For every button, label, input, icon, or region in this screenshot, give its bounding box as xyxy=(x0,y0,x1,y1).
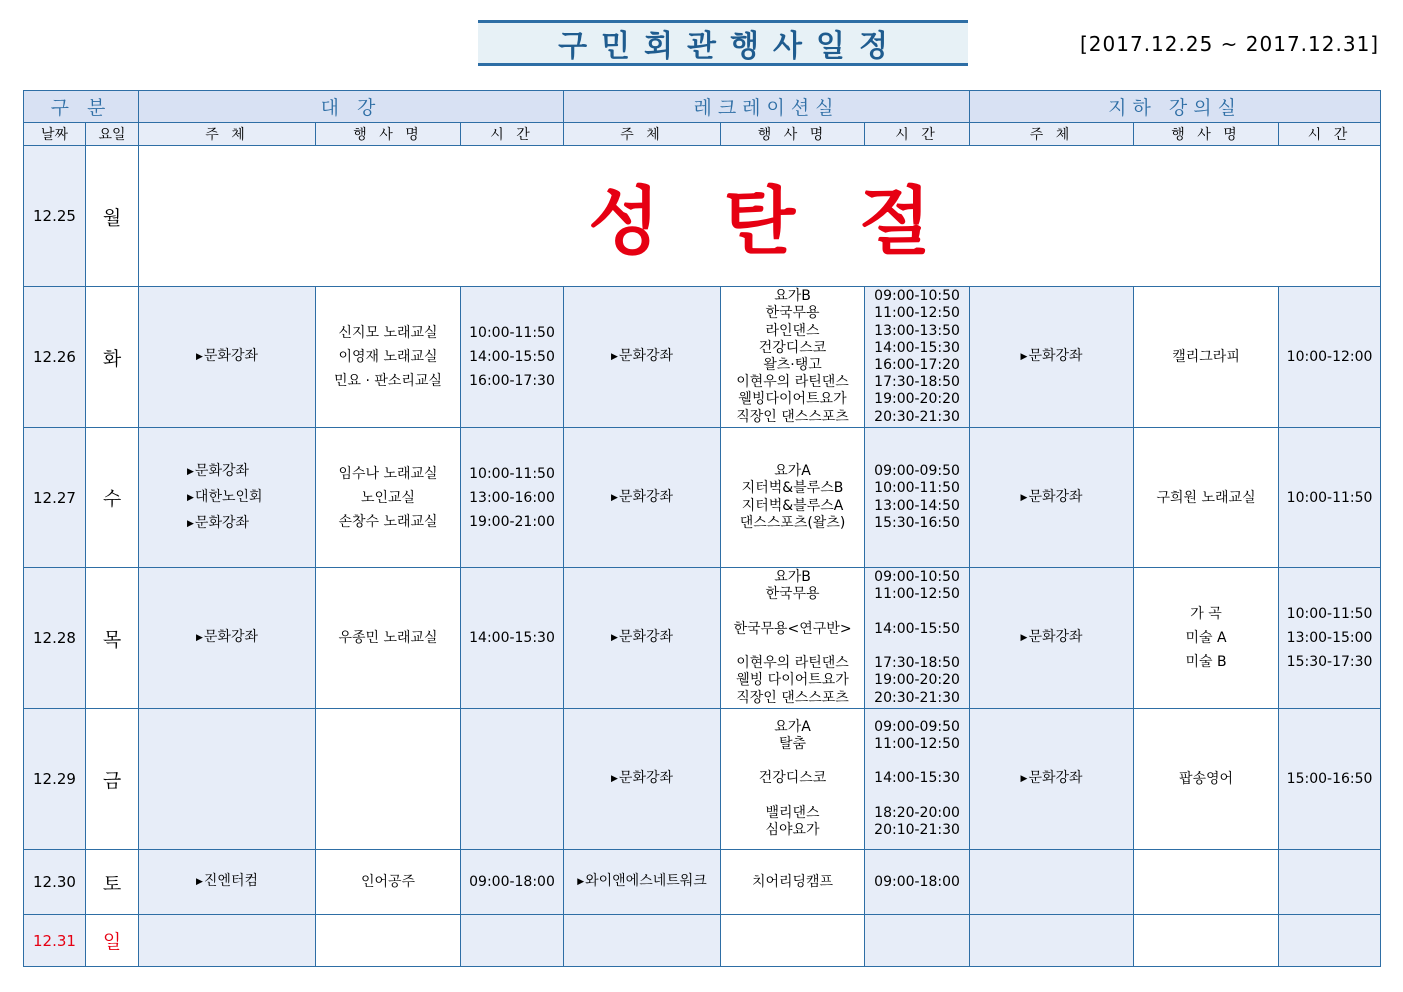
event-time: 13:00-13:50 xyxy=(874,322,960,339)
event-time: 09:00-18:00 xyxy=(469,874,555,890)
schedule-period: [2017.12.25 ~ 2017.12.31] xyxy=(1080,32,1380,56)
event-time: 13:00-15:00 xyxy=(1286,630,1373,646)
event-name-list xyxy=(316,462,460,534)
daegang-host-cell xyxy=(139,568,316,709)
host-item xyxy=(139,625,315,651)
event-name xyxy=(721,788,864,805)
basement-time-cell xyxy=(1279,428,1381,568)
holiday-row xyxy=(24,146,1381,287)
basement-host-list xyxy=(970,485,1133,511)
event-name: 탈춤 xyxy=(778,735,807,752)
daegang-time-cell xyxy=(461,915,564,967)
event-name: 민요 · 판소리교실 xyxy=(333,373,443,389)
rec-event-cell xyxy=(721,287,865,428)
basement-event-cell xyxy=(1134,915,1279,967)
rec-host-cell xyxy=(564,850,721,915)
schedule-body xyxy=(24,91,1381,967)
event-name: 요가B xyxy=(774,569,811,586)
header-weekday: 요일 xyxy=(86,123,139,146)
basement-host-cell xyxy=(970,850,1134,915)
weekday-cell: 화 xyxy=(86,287,139,428)
basement-event-cell xyxy=(1134,709,1279,850)
event-name: 손창수 노래교실 xyxy=(338,513,438,530)
event-time-list xyxy=(865,870,969,894)
basement-event-cell xyxy=(1134,287,1279,428)
host-name: 문화강좌 xyxy=(618,770,674,786)
daegang-event-cell xyxy=(316,287,461,428)
event-time: 10:00-11:50 xyxy=(469,465,555,482)
header-time: 시 간 xyxy=(461,123,564,146)
event-time-list xyxy=(461,870,563,894)
event-time-list xyxy=(461,462,563,534)
triangle-right-icon: ▶ xyxy=(195,877,203,887)
event-time: 10:00-11:50 xyxy=(1286,606,1373,622)
header-hall-recreation: 레크레이션실 xyxy=(564,91,970,123)
triangle-right-icon: ▶ xyxy=(195,633,203,643)
daegang-host-list xyxy=(139,344,315,370)
holiday-cell xyxy=(139,146,1381,287)
event-name: 밸리댄스 xyxy=(765,804,820,821)
basement-host-list xyxy=(970,344,1133,370)
host-name: 문화강좌 xyxy=(1028,488,1083,505)
event-time-list xyxy=(461,321,563,393)
triangle-right-icon: ▶ xyxy=(611,352,618,362)
event-time: 15:00-16:50 xyxy=(1286,771,1373,787)
header-event: 행 사 명 xyxy=(316,123,461,146)
rec-host-cell xyxy=(564,568,721,709)
basement-event-cell xyxy=(1134,428,1279,568)
event-name-list xyxy=(316,626,460,650)
date-cell: 12.25 xyxy=(24,146,86,287)
header-event: 행 사 명 xyxy=(1134,123,1279,146)
event-name-list xyxy=(1134,767,1278,791)
event-time: 13:00-16:00 xyxy=(469,489,555,506)
rec-event-cell xyxy=(721,709,865,850)
event-name: 건강디스코 xyxy=(758,770,827,787)
event-name: 구희원 노래교실 xyxy=(1156,489,1256,506)
event-time: 20:30-21:30 xyxy=(874,408,960,425)
event-name: 가 곡 xyxy=(1190,606,1222,622)
event-name: 노인교실 xyxy=(360,489,416,506)
event-name: 미술 A xyxy=(1185,630,1227,646)
event-time-list xyxy=(1279,345,1380,369)
event-time: 09:00-10:50 xyxy=(874,569,960,586)
event-name: 직장인 댄스스포츠 xyxy=(736,689,849,706)
rec-host-cell xyxy=(564,428,721,568)
event-time-list xyxy=(1279,486,1380,510)
triangle-right-icon: ▶ xyxy=(187,466,194,477)
basement-host-cell xyxy=(970,428,1134,568)
daegang-event-cell xyxy=(316,428,461,568)
event-name: 웰빙 다이어트요가 xyxy=(736,672,849,689)
rec-host-list xyxy=(564,625,720,651)
host-name: 문화강좌 xyxy=(618,629,674,645)
event-name-list xyxy=(721,569,864,707)
rec-time-cell xyxy=(865,915,970,967)
event-time: 10:00-11:50 xyxy=(1286,489,1373,506)
weekday-cell: 월 xyxy=(86,146,139,287)
daegang-time-cell xyxy=(461,428,564,568)
event-time: 15:30-17:30 xyxy=(1286,654,1373,670)
basement-event-cell xyxy=(1134,850,1279,915)
triangle-right-icon: ▶ xyxy=(187,518,194,529)
host-item xyxy=(564,485,720,511)
weekday-cell: 토 xyxy=(86,850,139,915)
daegang-host-cell xyxy=(139,287,316,428)
event-time: 17:30-18:50 xyxy=(874,374,960,391)
header-division: 구 분 xyxy=(24,91,139,123)
event-time xyxy=(865,604,969,621)
host-item xyxy=(139,869,315,895)
event-name xyxy=(721,753,864,770)
event-time-list xyxy=(865,463,969,532)
basement-time-cell xyxy=(1279,568,1381,709)
page-title: 구민회관행사일정 xyxy=(558,29,902,64)
triangle-right-icon: ▶ xyxy=(1020,352,1028,362)
date-cell: 12.26 xyxy=(24,287,86,428)
event-name: 한국무용 xyxy=(765,586,820,603)
rec-time-cell xyxy=(865,568,970,709)
event-time: 14:00-15:30 xyxy=(874,339,960,356)
daegang-host-cell xyxy=(139,709,316,850)
triangle-right-icon: ▶ xyxy=(1020,774,1028,784)
daegang-host-cell xyxy=(139,428,316,568)
event-name-list xyxy=(721,870,864,894)
date-cell: 12.28 xyxy=(24,568,86,709)
event-time: 09:00-18:00 xyxy=(874,874,960,890)
event-name: 우종민 노래교실 xyxy=(338,630,438,646)
event-time: 16:00-17:20 xyxy=(874,357,960,373)
event-name: 인어공주 xyxy=(360,874,416,890)
host-item xyxy=(564,625,720,651)
host-item xyxy=(187,485,315,511)
event-time-list xyxy=(865,288,969,426)
host-name: 문화강좌 xyxy=(618,348,674,364)
event-name: 요가B xyxy=(774,288,811,305)
event-name-list xyxy=(721,288,864,426)
rec-host-list xyxy=(564,766,720,792)
triangle-right-icon: ▶ xyxy=(577,877,585,887)
daegang-event-cell xyxy=(316,850,461,915)
event-name: 웰빙다이어트요가 xyxy=(738,391,847,408)
host-item xyxy=(564,344,720,370)
rec-event-cell xyxy=(721,850,865,915)
event-name: 이현우의 라틴댄스 xyxy=(736,655,849,672)
event-time: 10:00-12:00 xyxy=(1286,349,1373,365)
event-time: 10:00-11:50 xyxy=(469,325,555,341)
rec-event-cell xyxy=(721,428,865,568)
host-name: 문화강좌 xyxy=(618,488,674,505)
header-date: 날짜 xyxy=(24,123,86,146)
event-time: 11:00-12:50 xyxy=(874,305,960,322)
host-name: 문화강좌 xyxy=(1028,629,1083,645)
host-item xyxy=(564,766,720,792)
event-time: 11:00-12:50 xyxy=(874,586,960,603)
event-time: 10:00-11:50 xyxy=(874,480,960,497)
daegang-event-cell xyxy=(316,709,461,850)
daegang-time-cell xyxy=(461,709,564,850)
date-cell: 12.30 xyxy=(24,850,86,915)
basement-host-list xyxy=(970,625,1133,651)
rec-event-cell xyxy=(721,915,865,967)
daegang-time-cell xyxy=(461,287,564,428)
event-name-list xyxy=(316,321,460,393)
host-item xyxy=(970,766,1133,792)
event-time: 19:00-20:20 xyxy=(874,672,960,689)
header-host: 주 체 xyxy=(139,123,316,146)
event-name: 건강디스코 xyxy=(758,339,827,356)
host-name: 진엔터컴 xyxy=(203,873,259,889)
basement-time-cell xyxy=(1279,287,1381,428)
host-item xyxy=(970,344,1133,370)
triangle-right-icon: ▶ xyxy=(1020,633,1028,643)
schedule-row xyxy=(24,568,1381,709)
host-item xyxy=(187,511,315,537)
date-cell: 12.31 xyxy=(24,915,86,967)
event-name-list xyxy=(1134,602,1278,674)
event-name: 댄스스포츠(왈츠) xyxy=(739,514,846,531)
header-hall-basement: 지하 강의실 xyxy=(970,91,1381,123)
basement-event-cell xyxy=(1134,568,1279,709)
host-name: 문화강좌 xyxy=(1028,348,1083,364)
event-time: 20:10-21:30 xyxy=(874,822,960,838)
rec-host-cell xyxy=(564,915,721,967)
event-time-list xyxy=(865,569,969,707)
event-name: 왈츠·탱고 xyxy=(763,357,822,373)
basement-host-cell xyxy=(970,915,1134,967)
header-row-halls xyxy=(24,91,1381,123)
daegang-host-list xyxy=(139,869,315,895)
header-time: 시 간 xyxy=(865,123,970,146)
schedule-row xyxy=(24,709,1381,850)
event-time: 14:00-15:50 xyxy=(469,349,555,365)
basement-time-cell xyxy=(1279,915,1381,967)
triangle-right-icon: ▶ xyxy=(1020,492,1028,503)
event-name: 이영재 노래교실 xyxy=(338,349,438,365)
daegang-host-list xyxy=(139,459,315,537)
schedule-table xyxy=(23,90,1381,967)
event-time xyxy=(865,788,969,805)
header-hall-daegang: 대 강 xyxy=(139,91,564,123)
triangle-right-icon: ▶ xyxy=(611,633,618,643)
rec-host-cell xyxy=(564,709,721,850)
host-name: 문화강좌 xyxy=(194,514,250,531)
event-time: 16:00-17:30 xyxy=(469,373,555,389)
event-name: 치어리딩캠프 xyxy=(751,874,834,890)
event-time: 19:00-20:20 xyxy=(874,391,960,408)
header-host: 주 체 xyxy=(564,123,721,146)
triangle-right-icon: ▶ xyxy=(187,492,194,503)
event-time-list xyxy=(1279,602,1380,674)
event-name-list xyxy=(316,870,460,894)
host-name: 문화강좌 xyxy=(1028,770,1083,786)
event-name-list xyxy=(1134,345,1278,369)
event-time xyxy=(865,753,969,770)
event-time: 09:00-10:50 xyxy=(874,288,960,305)
event-time: 09:00-09:50 xyxy=(874,463,960,480)
event-time: 09:00-09:50 xyxy=(874,718,960,735)
daegang-time-cell xyxy=(461,568,564,709)
event-name-list xyxy=(721,719,864,839)
event-name: 임수나 노래교실 xyxy=(338,465,438,482)
basement-time-cell xyxy=(1279,850,1381,915)
host-name: 와이앤에스네트워크 xyxy=(585,873,707,889)
header-event: 행 사 명 xyxy=(721,123,865,146)
event-name: 팝송영어 xyxy=(1178,771,1234,787)
rec-time-cell xyxy=(865,709,970,850)
basement-host-list xyxy=(970,766,1133,792)
schedule-row xyxy=(24,428,1381,568)
event-time: 19:00-21:00 xyxy=(469,513,555,530)
host-name: 문화강좌 xyxy=(203,348,259,364)
event-time-list xyxy=(461,626,563,650)
title-box xyxy=(478,20,968,66)
weekday-cell: 수 xyxy=(86,428,139,568)
host-item xyxy=(187,459,315,485)
schedule-row xyxy=(24,850,1381,915)
rec-host-list xyxy=(564,344,720,370)
rec-time-cell xyxy=(865,287,970,428)
header-row-columns xyxy=(24,123,1381,146)
host-item xyxy=(970,625,1133,651)
daegang-host-cell xyxy=(139,850,316,915)
daegang-host-list xyxy=(139,625,315,651)
event-time xyxy=(865,638,969,655)
date-cell: 12.29 xyxy=(24,709,86,850)
schedule-row xyxy=(24,915,1381,967)
event-time: 20:30-21:30 xyxy=(874,689,960,706)
rec-event-cell xyxy=(721,568,865,709)
triangle-right-icon: ▶ xyxy=(195,352,203,362)
triangle-right-icon: ▶ xyxy=(611,492,618,503)
event-time-list xyxy=(865,719,969,839)
host-item xyxy=(139,344,315,370)
event-name: 지터벅&블루스A xyxy=(741,497,844,514)
event-time: 14:00-15:30 xyxy=(469,630,555,646)
event-time: 11:00-12:50 xyxy=(874,735,960,752)
daegang-time-cell xyxy=(461,850,564,915)
event-name: 지터벅&블루스B xyxy=(741,480,844,497)
daegang-event-cell xyxy=(316,915,461,967)
event-name: 직장인 댄스스포츠 xyxy=(736,408,849,425)
event-name: 요가A xyxy=(774,718,811,735)
header-host: 주 체 xyxy=(970,123,1134,146)
event-time: 14:00-15:50 xyxy=(874,620,960,637)
basement-host-cell xyxy=(970,709,1134,850)
host-item xyxy=(970,485,1133,511)
event-name-list xyxy=(721,463,864,532)
rec-time-cell xyxy=(865,850,970,915)
event-name: 신지모 노래교실 xyxy=(338,325,438,341)
event-name-list xyxy=(1134,486,1278,510)
event-time: 14:00-15:30 xyxy=(874,770,960,787)
event-name: 미술 B xyxy=(1185,654,1227,670)
holiday-label: 성탄절 xyxy=(588,179,995,265)
host-name: 대한노인회 xyxy=(194,488,263,505)
schedule-row xyxy=(24,287,1381,428)
host-name: 문화강좌 xyxy=(203,629,259,645)
weekday-cell: 금 xyxy=(86,709,139,850)
event-name: 한국무용<연구반> xyxy=(733,620,852,637)
host-name: 문화강좌 xyxy=(194,462,250,479)
weekday-cell: 목 xyxy=(86,568,139,709)
event-name xyxy=(721,604,864,621)
event-name: 라인댄스 xyxy=(765,322,820,339)
event-name: 한국무용 xyxy=(765,305,820,322)
triangle-right-icon: ▶ xyxy=(611,774,618,784)
event-time: 17:30-18:50 xyxy=(874,655,960,672)
daegang-event-cell xyxy=(316,568,461,709)
event-name: 캘리그라피 xyxy=(1172,349,1240,365)
date-cell: 12.27 xyxy=(24,428,86,568)
event-name: 이현우의 라틴댄스 xyxy=(736,374,849,391)
rec-host-cell xyxy=(564,287,721,428)
basement-host-cell xyxy=(970,568,1134,709)
event-time: 15:30-16:50 xyxy=(874,514,960,531)
event-time: 18:20-20:00 xyxy=(874,804,960,821)
event-time-list xyxy=(1279,767,1380,791)
rec-host-list xyxy=(564,869,720,895)
header-time: 시 간 xyxy=(1279,123,1381,146)
rec-time-cell xyxy=(865,428,970,568)
event-time: 13:00-14:50 xyxy=(874,497,960,514)
host-item xyxy=(564,869,720,895)
daegang-host-cell xyxy=(139,915,316,967)
basement-time-cell xyxy=(1279,709,1381,850)
weekday-cell: 일 xyxy=(86,915,139,967)
basement-host-cell xyxy=(970,287,1134,428)
event-name xyxy=(721,638,864,655)
event-name: 심야요가 xyxy=(765,822,820,838)
rec-host-list xyxy=(564,485,720,511)
event-name: 요가A xyxy=(774,463,811,480)
